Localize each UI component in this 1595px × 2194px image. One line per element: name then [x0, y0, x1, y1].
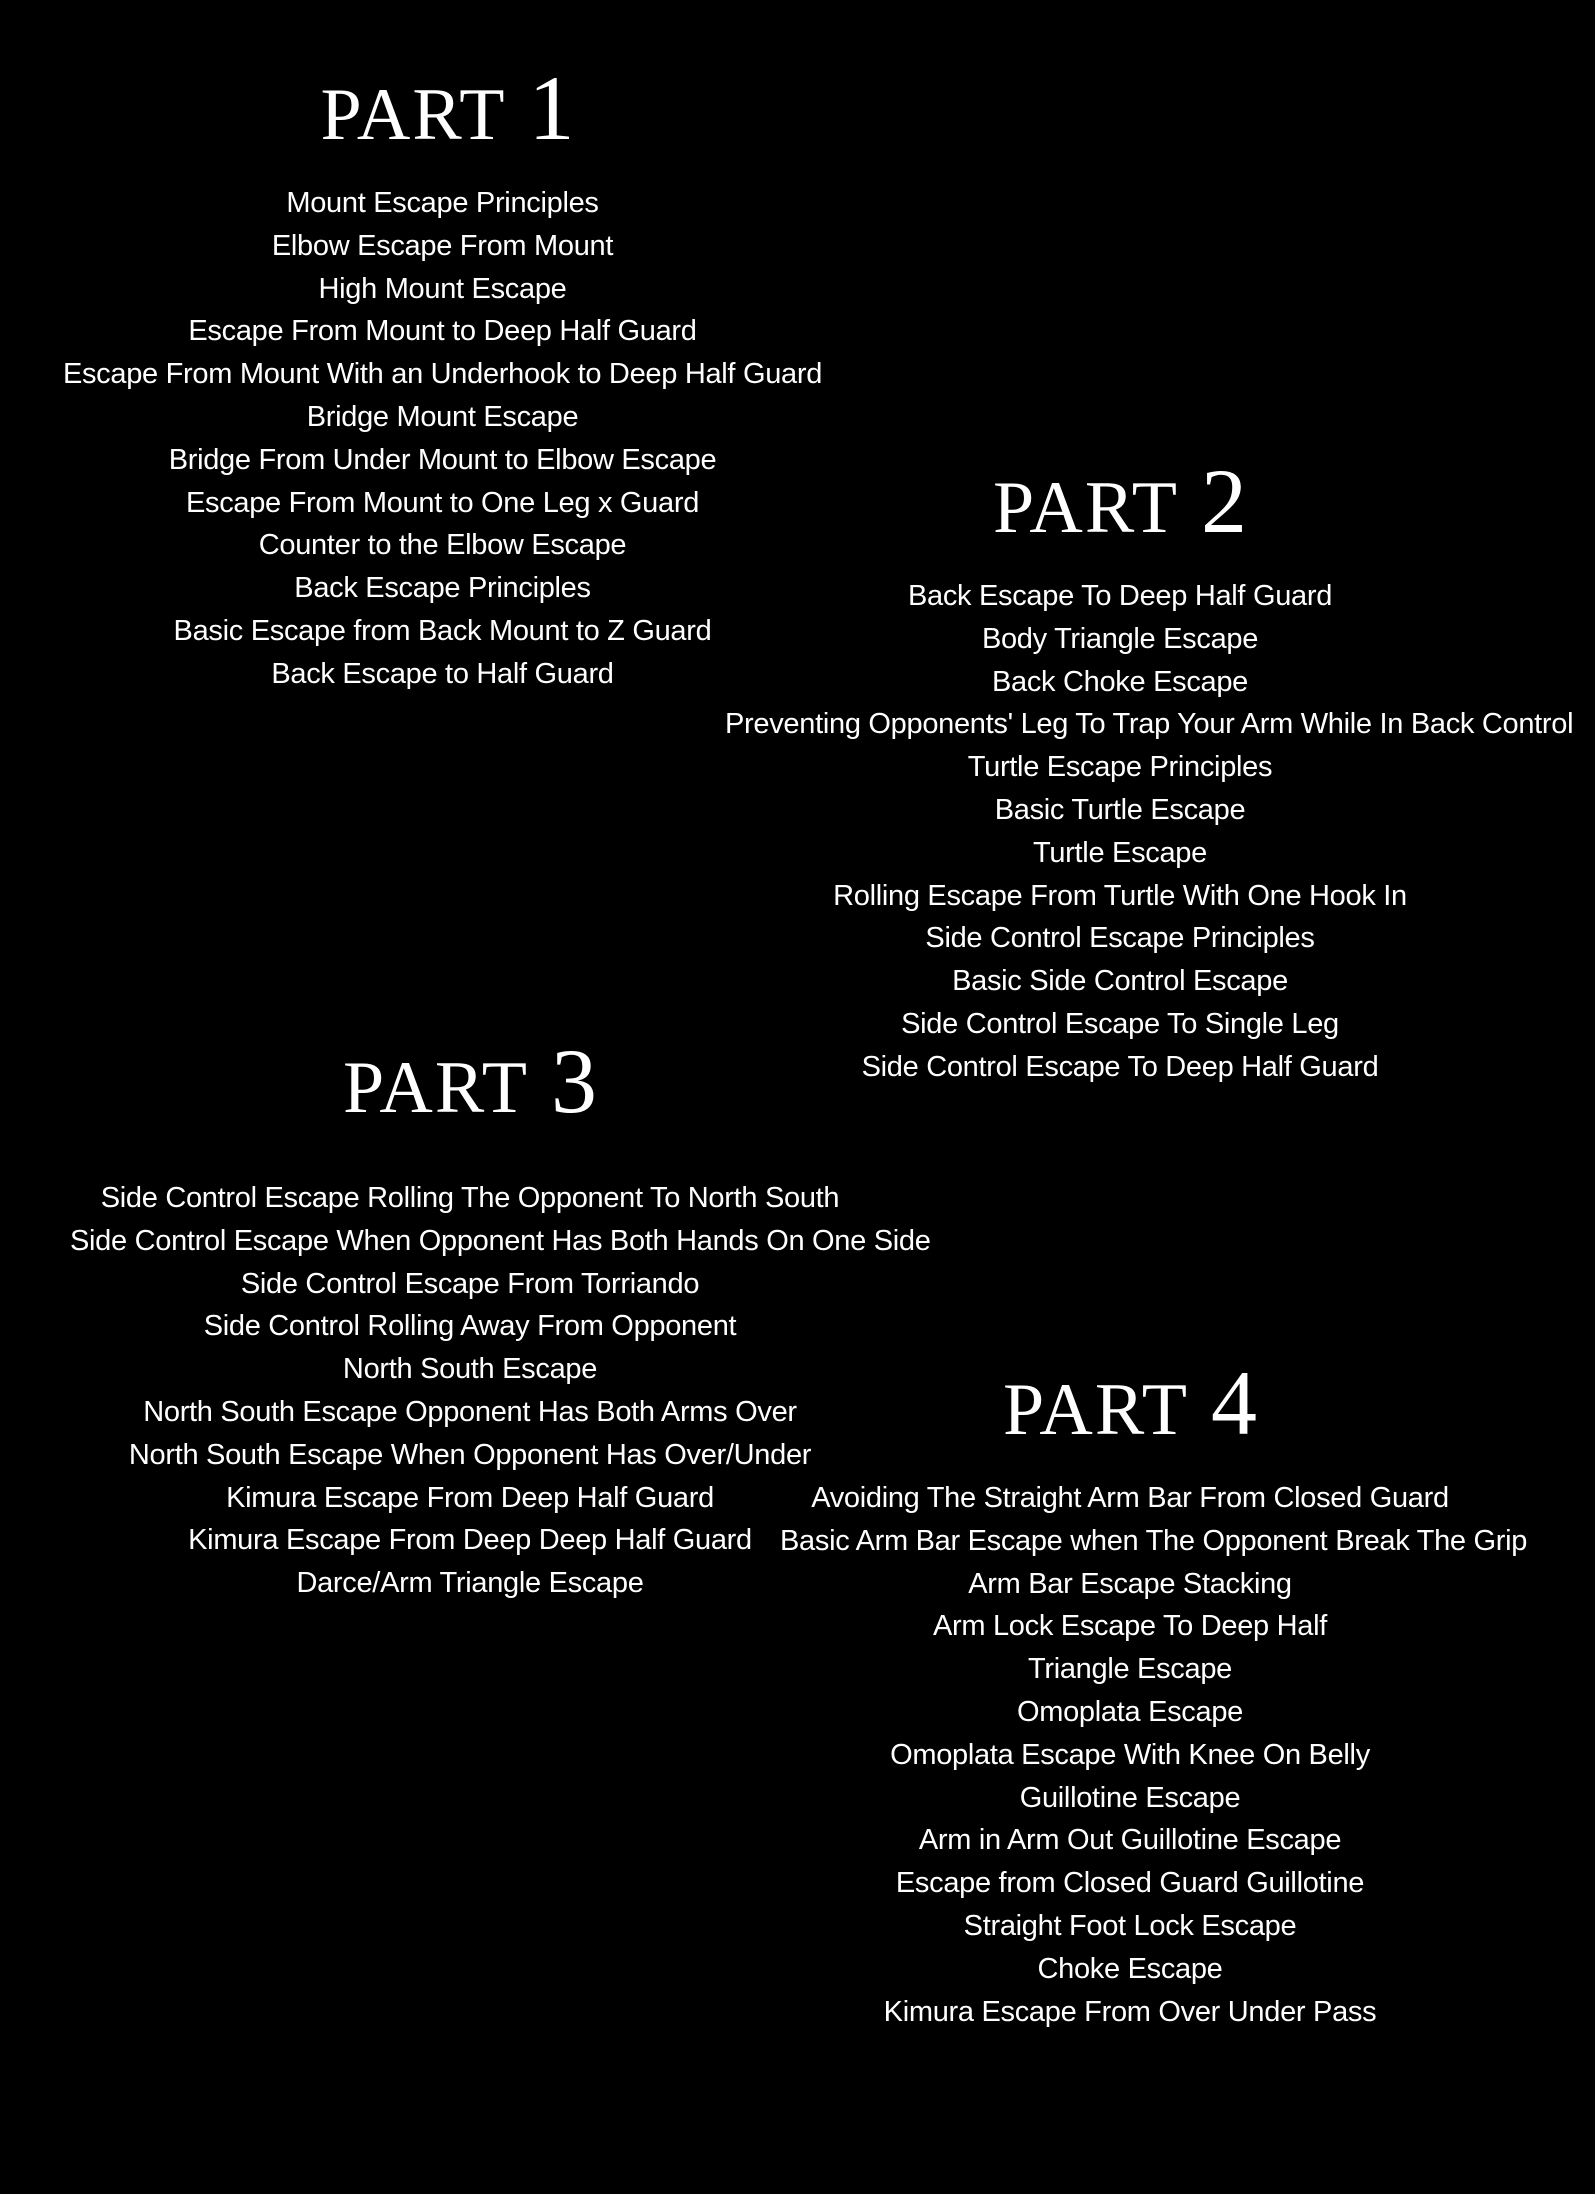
part-3-list-item: Side Control Escape Rolling The Opponent To North South [100, 1182, 840, 1214]
part-2-list-item: Basic Turtle Escape [994, 793, 1246, 826]
part-3-list-item: Side Control Escape When Opponent Has Both Hands On One Side [70, 1224, 931, 1257]
part-2-list-item: Turtle Escape Principles [967, 751, 1273, 784]
part-4-list-item: Guillotine Escape [1019, 1781, 1241, 1814]
part-1-list-item: Basic Escape from Back Mount to Z Guard [173, 614, 712, 647]
part-2-section [725, 450, 1574, 1089]
part-3-list-item: North South Escape Opponent Has Both Arms Over [143, 1395, 797, 1428]
part-2-list-item: Body Triangle Escape [981, 622, 1259, 655]
part-4-list-item: Omoplata Escape [1016, 1695, 1243, 1728]
part-4-heading-number: 4 [1210, 1352, 1257, 1454]
part-2-item-list [725, 575, 1574, 1089]
part-2-heading [725, 450, 1515, 552]
part-4-list-item: Omoplata Escape With Knee On Belly [890, 1738, 1370, 1771]
part-1-list-item: Escape From Mount to One Leg x Guard [185, 486, 700, 519]
part-2-list-item: Rolling Escape From Turtle With One Hook In [833, 879, 1407, 912]
part-3-heading-number: 3 [550, 1030, 597, 1132]
part-1-list-item: Bridge Mount Escape [306, 400, 579, 433]
part-3-list-item: Kimura Escape From Deep Half Guard [226, 1481, 714, 1514]
part-3-list-item: North South Escape [342, 1353, 598, 1386]
part-4-list-item: Arm Lock Escape To Deep Half [932, 1610, 1328, 1643]
part-1-list-item: Back Escape to Half Guard [271, 657, 614, 690]
part-1-heading [50, 57, 845, 159]
part-3-section [70, 1030, 931, 1605]
part-2-list-item: Side Control Escape To Single Leg [901, 1007, 1339, 1040]
part-4-list-item: Basic Arm Bar Escape when The Opponent Break The Grip [780, 1524, 1528, 1557]
part-2-list-item: Side Control Escape Principles [925, 922, 1315, 955]
part-3-list-item: North South Escape When Opponent Has Over/Under [128, 1438, 812, 1471]
part-1-list-item: Escape From Mount With an Underhook to Deep Half Guard [62, 358, 823, 391]
part-2-list-item: Back Choke Escape [991, 665, 1249, 698]
part-3-list-item: Side Control Escape From Torriando [240, 1267, 700, 1300]
part-3-list-item: Side Control Rolling Away From Opponent [203, 1310, 737, 1343]
part-2-heading-number: 2 [1200, 450, 1247, 552]
part-4-heading-word: PART [1003, 1369, 1189, 1451]
part-1-heading-word: PART [320, 74, 507, 156]
part-4-list-item: Avoiding The Straight Arm Bar From Closed Guard [811, 1482, 1449, 1514]
part-4-list-item: Straight Foot Lock Escape [963, 1909, 1297, 1942]
part-1-list-item: Mount Escape Principles [286, 187, 599, 219]
part-2-heading-word: PART [993, 467, 1179, 549]
part-4-list-item: Kimura Escape From Over Under Pass [883, 1995, 1377, 2028]
part-4-list-item: Triangle Escape [1028, 1653, 1232, 1686]
part-1-heading-number: 1 [528, 57, 575, 159]
part-4-list-item: Escape from Closed Guard Guillotine [895, 1867, 1365, 1900]
part-4-section [780, 1352, 1528, 2033]
part-2-list-item: Basic Side Control Escape [952, 965, 1288, 998]
part-1-list-item: Elbow Escape From Mount [271, 229, 614, 262]
part-3-item-list [70, 1177, 931, 1605]
part-4-list-item: Arm Bar Escape Stacking [968, 1567, 1292, 1600]
part-2-list-item: Back Escape To Deep Half Guard [907, 580, 1333, 612]
part-4-list-item: Choke Escape [1037, 1952, 1223, 1985]
part-1-list-item: Bridge From Under Mount to Elbow Escape [168, 443, 717, 476]
part-4-item-list [780, 1477, 1528, 2033]
part-4-list-item: Arm in Arm Out Guillotine Escape [918, 1824, 1342, 1857]
part-3-heading [70, 1030, 870, 1132]
part-3-list-item: Darce/Arm Triangle Escape [296, 1567, 644, 1600]
part-2-list-item: Turtle Escape [1033, 836, 1207, 869]
part-1-list-item: Counter to the Elbow Escape [258, 529, 627, 562]
part-3-list-item: Kimura Escape From Deep Deep Half Guard [188, 1524, 752, 1557]
part-4-heading [780, 1352, 1480, 1454]
part-1-list-item: Back Escape Principles [294, 572, 591, 605]
part-2-list-item: Side Control Escape To Deep Half Guard [861, 1050, 1379, 1083]
part-1-list-item: Escape From Mount to Deep Half Guard [188, 315, 697, 348]
part-1-list-item: High Mount Escape [318, 272, 567, 305]
part-2-list-item: Preventing Opponents' Leg To Trap Your Arm While In Back Control [725, 708, 1574, 741]
part-3-heading-word: PART [343, 1047, 529, 1129]
